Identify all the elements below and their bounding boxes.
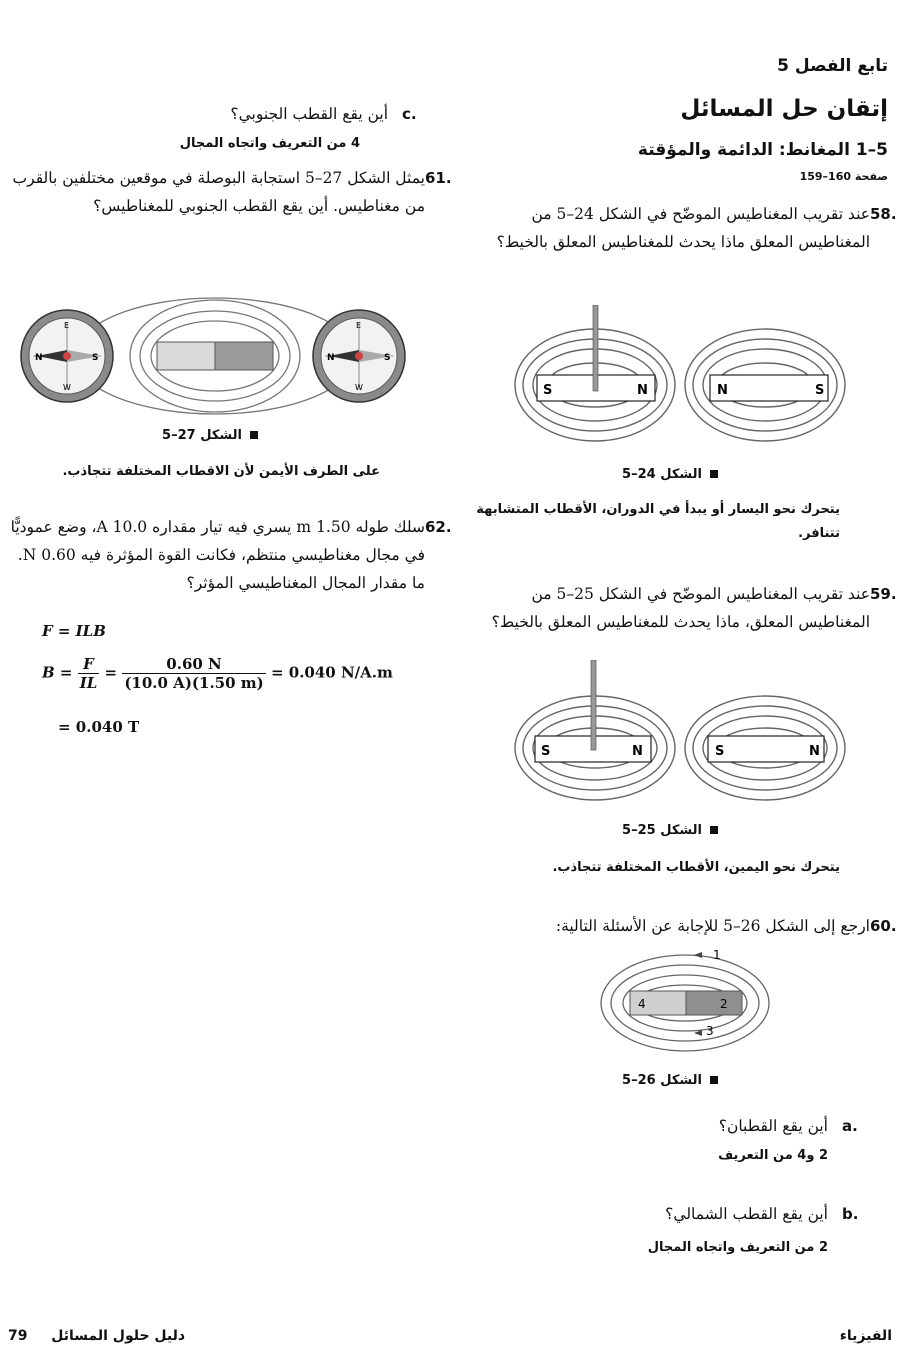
question-text: عند تقريب المغناطيس الموضّح في الشكل 25–5 من المغناطيس المعلق، ماذا يحدث للمغناطيس المعلق بالخيط؟ bbox=[491, 585, 870, 631]
question-text: ارجع إلى الشكل 26–5 للإجابة عن الأسئلة التالية: bbox=[555, 917, 870, 935]
figure-25-magnets bbox=[505, 660, 855, 810]
question-62 bbox=[0, 513, 452, 597]
answer-59: يتحرك نحو اليمين، الأقطاب المختلفة تتجاذب. bbox=[552, 860, 840, 875]
pole-label: S bbox=[715, 744, 725, 759]
eq-numerator: F bbox=[78, 655, 100, 674]
question-61 bbox=[0, 164, 452, 220]
equation-result-tesla: = 0.040 T bbox=[58, 718, 140, 736]
compass-label: W bbox=[355, 383, 363, 392]
subquestion-label: .b bbox=[842, 1205, 859, 1223]
caption-text: الشكل 27–5 bbox=[162, 428, 242, 443]
caption-bullet bbox=[710, 1076, 718, 1084]
page-range: صفحة 160–159 bbox=[799, 170, 888, 183]
subquestion-text: أين يقع القطبان؟ bbox=[718, 1117, 828, 1135]
pole-label: S bbox=[815, 383, 825, 398]
section-title: 5–1 المغانط: الدائمة والمؤقتة bbox=[637, 140, 888, 160]
question-number: .59 bbox=[870, 585, 897, 603]
left-compass bbox=[21, 310, 113, 402]
pole-label: N bbox=[632, 744, 643, 759]
field-label: 2 bbox=[720, 997, 728, 1011]
question-number: .62 bbox=[425, 518, 452, 536]
compass-label: W bbox=[63, 383, 71, 392]
eq-fraction-symbolic bbox=[78, 655, 100, 692]
compass-label: N bbox=[35, 353, 43, 363]
figure-24-caption bbox=[560, 467, 780, 482]
question-text: عند تقريب المغناطيس الموضّح في الشكل 24–5 من المغناطيس المعلق ماذا يحدث للمغناطيس المعلق بالخيط؟ bbox=[496, 205, 870, 251]
subquestion-text: أين يقع القطب الجنوبي؟ bbox=[230, 105, 388, 123]
caption-bullet bbox=[710, 826, 718, 834]
page-number: 79 bbox=[8, 1328, 28, 1344]
answer-60b: 2 من التعريف واتجاه المجال bbox=[647, 1240, 828, 1255]
caption-bullet bbox=[710, 470, 718, 478]
compass-label: N bbox=[327, 353, 335, 363]
question-58 bbox=[465, 200, 897, 256]
question-60b bbox=[488, 1200, 859, 1228]
footer-left bbox=[8, 1328, 185, 1344]
subquestion-text: أين يقع القطب الشمالي؟ bbox=[665, 1205, 828, 1223]
subquestion-label: .a bbox=[842, 1117, 858, 1135]
eq-denominator: (10.0 A)(1.50 m) bbox=[124, 674, 264, 692]
continuation-heading: تابع الفصل 5 bbox=[777, 56, 888, 76]
eq-fraction-values bbox=[122, 655, 265, 692]
question-text: سلك طوله 1.50 m يسري فيه تيار مقداره 10.0 A، وضع عموديًّا في مجال مغناطيسي منتظم، فكانت القوة المؤثرة فيه 0.60 N. ما مقدار المجال المغناطيسي المؤثر؟ bbox=[10, 518, 425, 592]
compass-label: E bbox=[64, 321, 70, 330]
compass-label: S bbox=[92, 353, 99, 363]
main-title: إتقان حل المسائل bbox=[680, 96, 888, 122]
pole-label: S bbox=[543, 383, 553, 398]
equation-field bbox=[42, 655, 422, 692]
compass-label: S bbox=[384, 353, 391, 363]
pole-label: N bbox=[717, 383, 728, 398]
eq-lhs: B = bbox=[42, 663, 78, 682]
question-number: .61 bbox=[425, 169, 452, 187]
eq-result: = 0.040 N/A.m bbox=[270, 663, 393, 682]
caption-bullet bbox=[250, 431, 258, 439]
eq-equals: = bbox=[104, 663, 118, 682]
pole-label: N bbox=[637, 383, 648, 398]
question-text: يمثل الشكل 27–5 استجابة البوصلة في موقعين مختلفين بالقرب من مغناطيس. أين يقع القطب الجنوبي للمغناطيس؟ bbox=[12, 169, 425, 215]
answer-60a: 2 و4 من التعريف bbox=[718, 1148, 828, 1163]
eq-numerator: 0.60 N bbox=[122, 655, 265, 674]
figure-25-caption bbox=[560, 823, 780, 838]
caption-text: الشكل 24–5 bbox=[622, 467, 702, 482]
eq-denominator: IL bbox=[79, 674, 98, 692]
compass-label: E bbox=[356, 321, 362, 330]
pole-label: N bbox=[809, 744, 820, 759]
figure-24-magnets bbox=[505, 305, 855, 465]
question-59 bbox=[465, 580, 897, 636]
footer-subject: الفيزياء bbox=[839, 1328, 892, 1344]
figure-26-caption bbox=[570, 1073, 770, 1088]
equation-force: F = ILB bbox=[42, 622, 106, 640]
figure-26-magnet bbox=[598, 945, 773, 1055]
figure-27-caption bbox=[110, 428, 310, 443]
right-compass bbox=[313, 310, 405, 402]
answer-61: على الطرف الأيمن لأن الاقطاب المختلفة تتجاذب. bbox=[62, 464, 380, 479]
subquestion-label: .c bbox=[402, 105, 417, 123]
question-number: .58 bbox=[870, 205, 897, 223]
question-60a bbox=[488, 1112, 858, 1140]
field-label: 1 bbox=[713, 948, 721, 962]
question-number: .60 bbox=[870, 917, 897, 935]
answer-60c: 4 من التعريف واتجاه المجال bbox=[179, 136, 360, 151]
caption-text: الشكل 26–5 bbox=[622, 1073, 702, 1088]
question-60 bbox=[465, 912, 897, 940]
pole-label: S bbox=[541, 744, 551, 759]
guide-title: دليل حلول المسائل bbox=[51, 1328, 186, 1344]
answer-58: يتحرك نحو اليسار أو يبدأ في الدوران، الأقطاب المتشابهة تتنافر. bbox=[476, 502, 840, 541]
figure-27-compasses bbox=[15, 296, 415, 416]
caption-text: الشكل 25–5 bbox=[622, 823, 702, 838]
field-label: 4 bbox=[638, 997, 646, 1011]
question-60c bbox=[48, 100, 417, 128]
field-label: 3 bbox=[706, 1024, 714, 1038]
